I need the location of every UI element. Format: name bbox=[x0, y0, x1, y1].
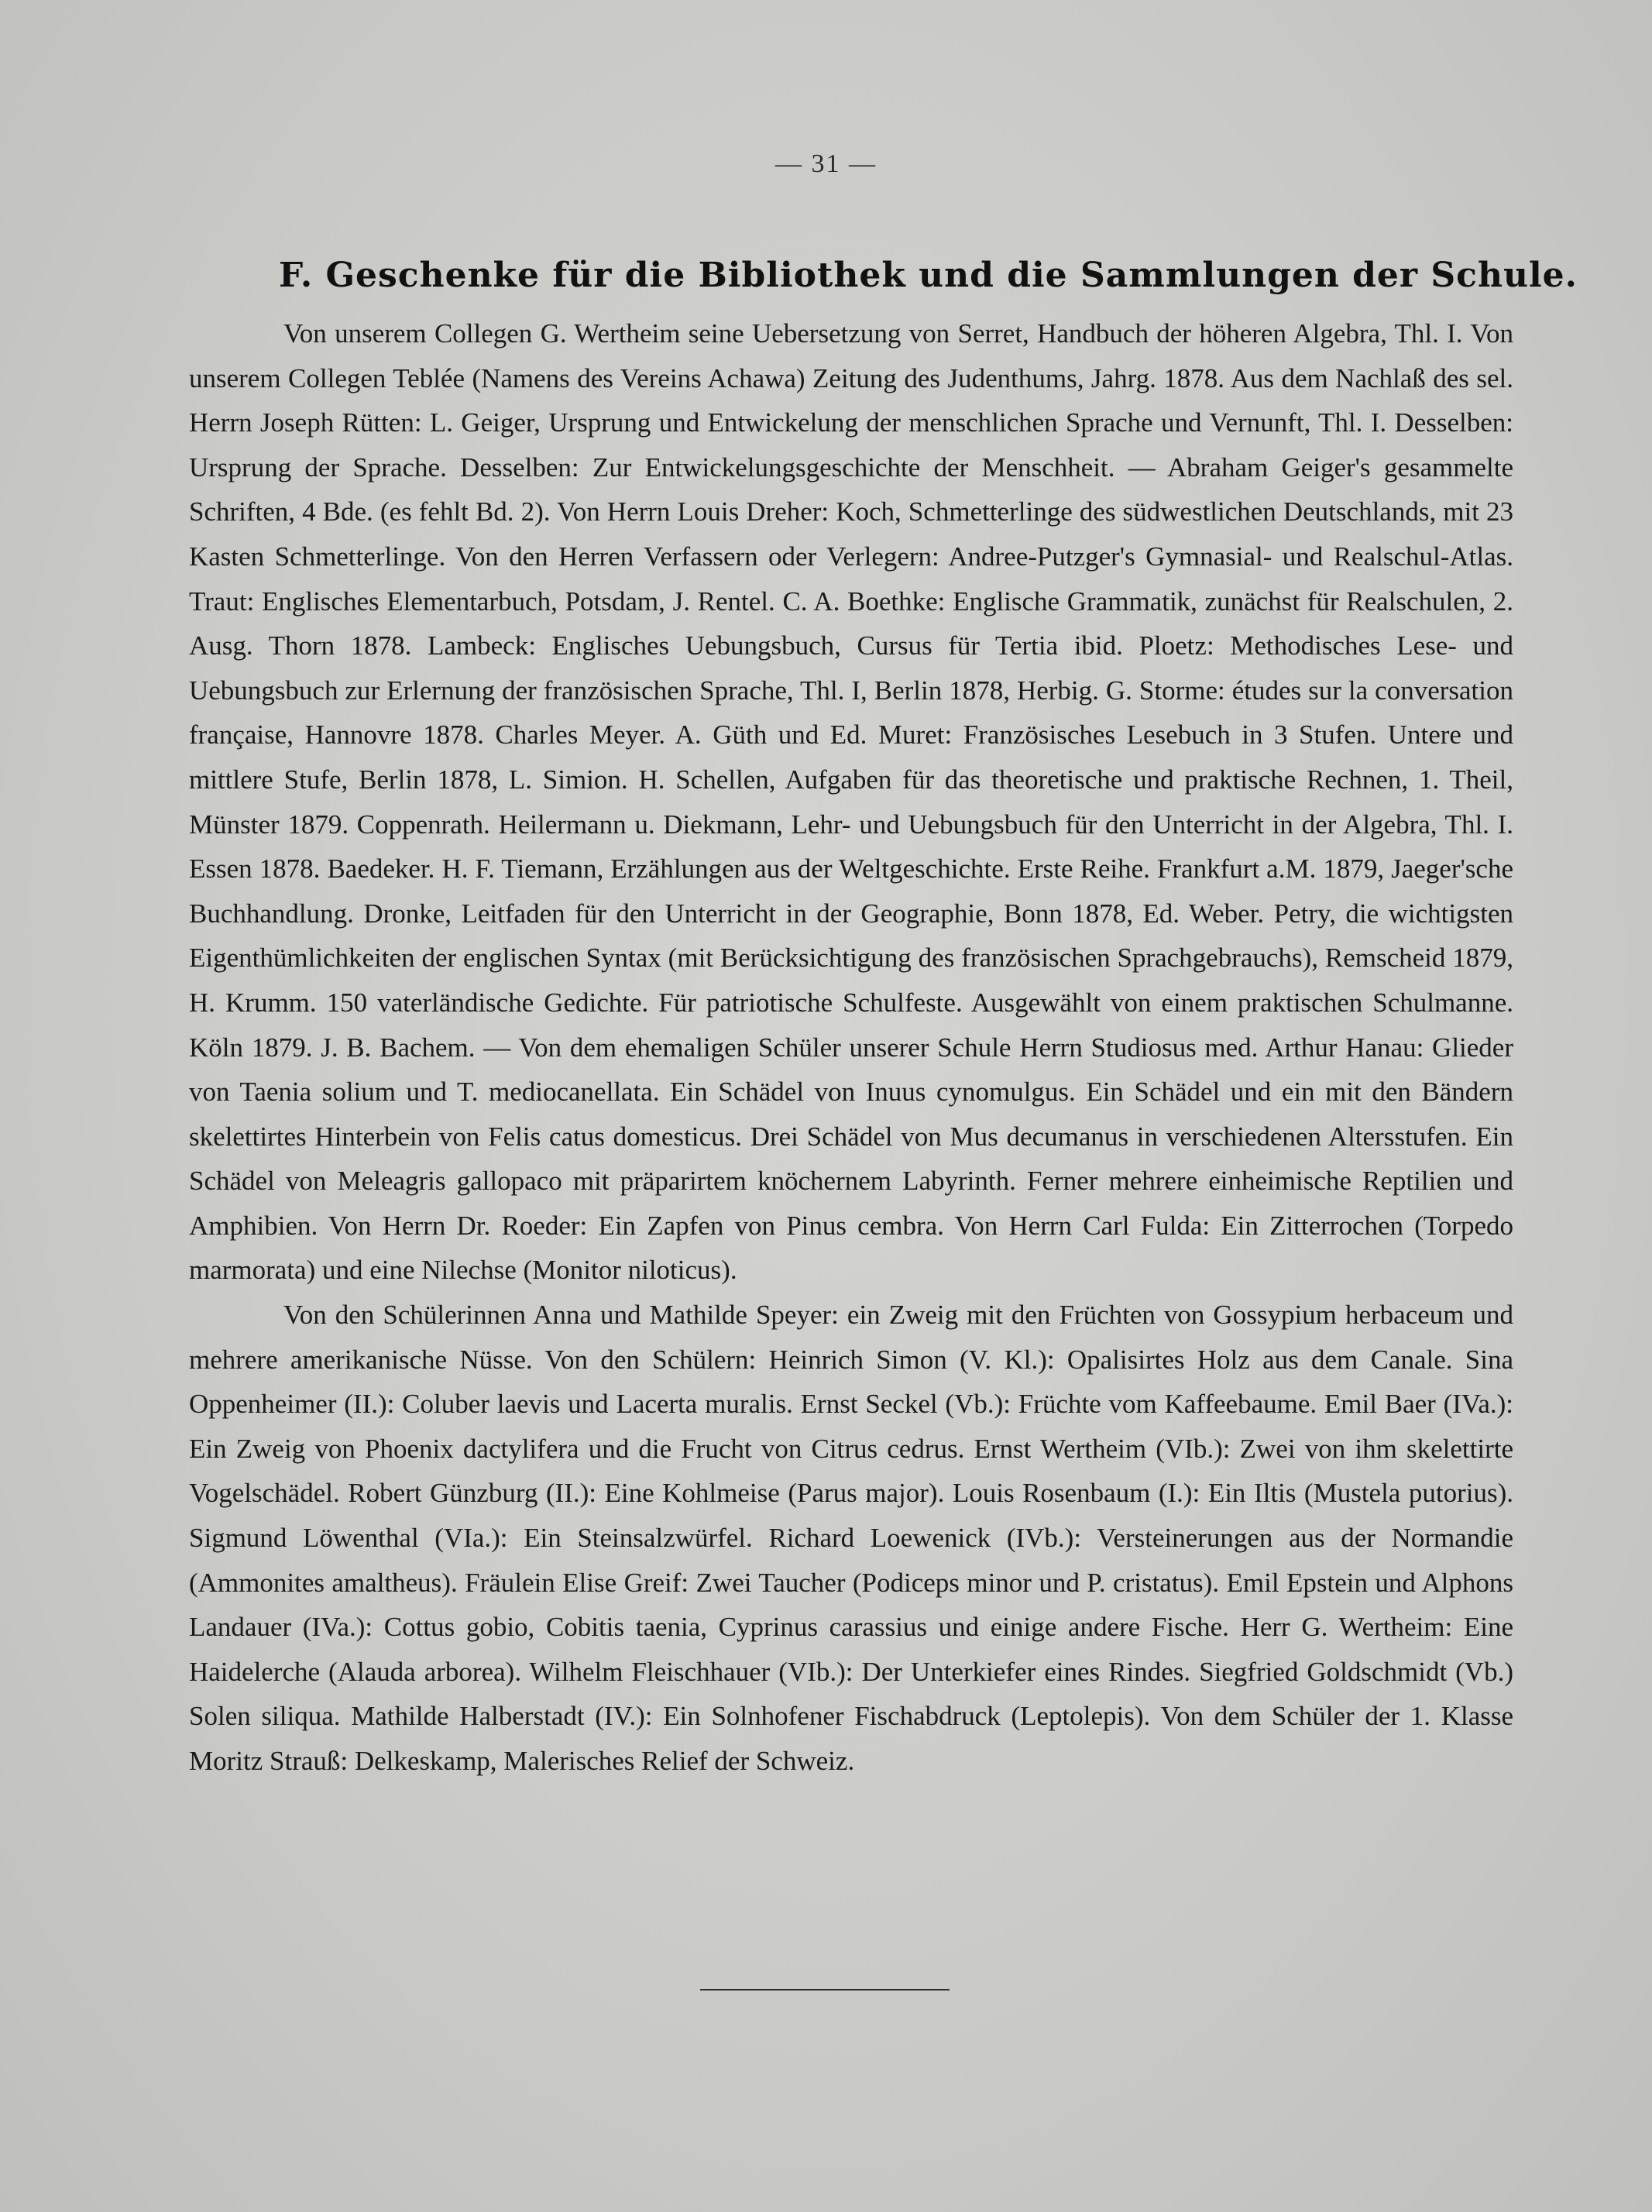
section-title: F. Geschenke für die Bibliothek und die Sammlungen der Schule. bbox=[279, 256, 1578, 295]
page-number: — 31 — bbox=[775, 149, 877, 178]
paragraph: Von unserem Collegen G. Wertheim seine Uebersetzung von Serret, Handbuch der höheren Algebra, Thl. I. Von unserem Collegen Teblée (Namens des Vereins Achawa) Zeitung des Judenthums, Jahrg. 1878. Aus dem Nachlaß des sel. Herrn Joseph Rütten: L. Geiger, Ursprung und Entwickelung der menschlichen Sprache und Vernunft, Thl. I. Desselben: Ursprung der Sprache. Desselben: Zur Entwickelungsgeschichte der Menschheit. — Abraham Geiger's gesammelte Schriften, 4 Bde. (es fehlt Bd. 2). Von Herrn Louis Dreher: Koch, Schmetterlinge des südwestlichen Deutschlands, mit 23 Kasten Schmetterlinge. Von den Herren Verfassern oder Verlegern: Andree-Putzger's Gymnasial- und Realschul-Atlas. Traut: Englisches Elementarbuch, Potsdam, J. Rentel. C. A. Boethke: Englische Grammatik, zunächst für Realschulen, 2. Ausg. Thorn 1878. Lambeck: Englisches Uebungsbuch, Cursus für Tertia ibid. Ploetz: Methodisches Lese- und Uebungsbuch zur Erlernung der französischen Sprache, Thl. I, Berlin 1878, Herbig. G. Storme: études sur la conversation française, Hannovre 1878. Charles Meyer. A. Güth und Ed. Muret: Französisches Lesebuch in 3 Stufen. Untere und mittlere Stufe, Berlin 1878, L. Simion. H. Schellen, Aufgaben für das theoretische und praktische Rechnen, 1. Theil, Münster 1879. Coppenrath. Heilermann u. Diekmann, Lehr- und Uebungsbuch für den Unterricht in der Algebra, Thl. I. Essen 1878. Baedeker. H. F. Tiemann, Erzählungen aus der Weltgeschichte. Erste Reihe. Frankfurt a.M. 1879, Jaeger'sche Buchhandlung. Dronke, Leitfaden für den Unterricht in der Geographie, Bonn 1878, Ed. Weber. Petry, die wichtigsten Eigenthümlichkeiten der englischen Syntax (mit Berücksichtigung des französischen Sprachgebrauchs), Remscheid 1879, H. Krumm. 150 vaterländische Gedichte. Für patriotische Schulfeste. Ausgewählt von einem praktischen Schulmanne. Köln 1879. J. B. Bachem. — Von dem ehemaligen Schüler unserer Schule Herrn Studiosus med. Arthur Hanau: Glieder von Taenia solium und T. mediocanellata. Ein Schädel von Inuus cynomulgus. Ein Schädel und ein mit den Bändern skelettirtes Hinterbein von Felis catus domesticus. Drei Schädel von Mus decumanus in verschiedenen Altersstufen. Ein Schädel von Meleagris gallopaco mit präparirtem knöchernem Labyrinth. Ferner mehrere einheimische Reptilien und Amphibien. Von Herrn Dr. Roeder: Ein Zapfen von Pinus cembra. Von Herrn Carl Fulda: Ein Zitterrochen (Torpedo marmorata) und eine Nilechse (Monitor niloticus). bbox=[189, 318, 1513, 1286]
end-rule bbox=[700, 1989, 950, 1990]
body-text bbox=[189, 311, 1513, 1784]
paragraph: Von den Schülerinnen Anna und Mathilde Speyer: ein Zweig mit den Früchten von Gossypium herbaceum und mehrere amerikanische Nüsse. Von den Schülern: Heinrich Simon (V. Kl.): Opalisirtes Holz aus dem Canale. Sina Oppenheimer (II.): Coluber laevis und Lacerta muralis. Ernst Seckel (Vb.): Früchte vom Kaffeebaume. Emil Baer (IVa.): Ein Zweig von Phoenix dactylifera und die Frucht von Citrus cedrus. Ernst Wertheim (VIb.): Zwei von ihm skelettirte Vogelschädel. Robert Günzburg (II.): Eine Kohlmeise (Parus major). Louis Rosenbaum (I.): Ein Iltis (Mustela putorius). Sigmund Löwenthal (VIa.): Ein Steinsalzwürfel. Richard Loewenick (IVb.): Versteinerungen aus der Normandie (Ammonites amaltheus). Fräulein Elise Greif: Zwei Taucher (Podiceps minor und P. cristatus). Emil Epstein und Alphons Landauer (IVa.): Cottus gobio, Cobitis taenia, Cyprinus carassius und einige andere Fische. Herr G. Wertheim: Eine Haidelerche (Alauda arborea). Wilhelm Fleischhauer (VIb.): Der Unterkiefer eines Rindes. Siegfried Goldschmidt (Vb.) Solen siliqua. Mathilde Halberstadt (IV.): Ein Solnhofener Fischabdruck (Leptolepis). Von dem Schüler der 1. Klasse Moritz Strauß: Delkeskamp, Malerisches Relief der Schweiz. bbox=[189, 1300, 1513, 1776]
